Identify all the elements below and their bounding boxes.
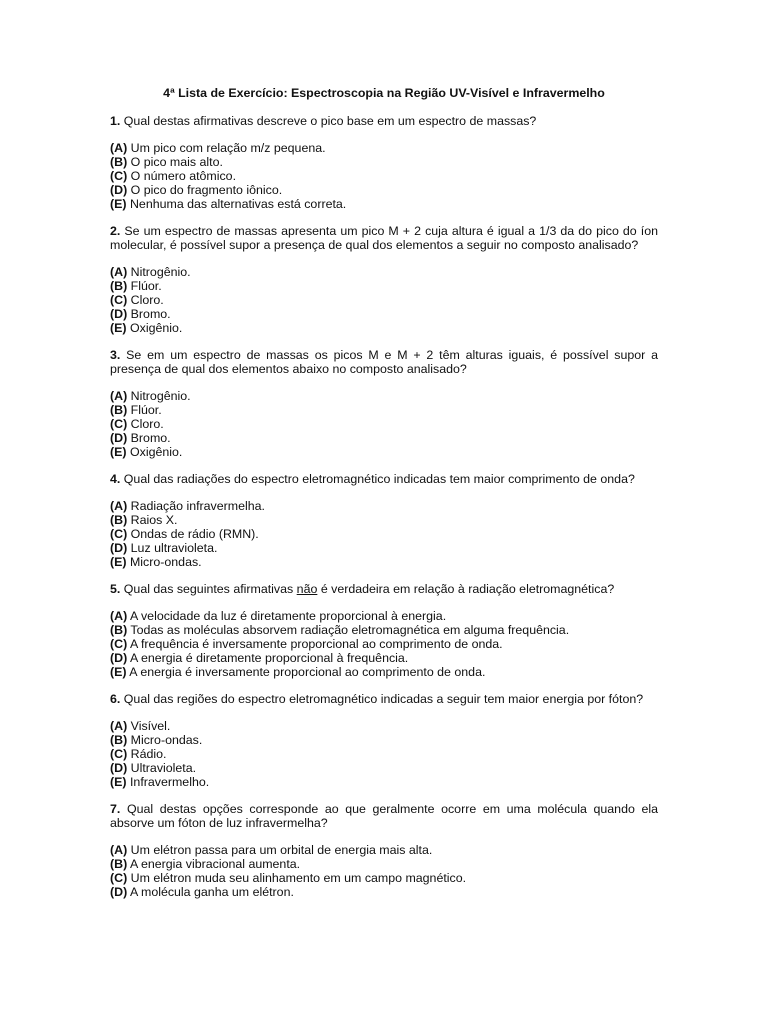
option-text: Oxigênio. [129, 321, 183, 335]
option-letter: (B) [110, 733, 128, 747]
option-text: Nitrogênio. [130, 265, 191, 279]
option-c [110, 293, 658, 307]
option-c [110, 747, 658, 761]
option-e [110, 555, 658, 569]
option-a [110, 389, 658, 403]
option-letter: (B) [110, 857, 128, 871]
option-letter: (C) [110, 293, 128, 307]
option-a [110, 719, 658, 733]
option-letter: (A) [110, 843, 128, 857]
option-c [110, 169, 658, 183]
option-b [110, 733, 658, 747]
option-letter: (C) [110, 747, 128, 761]
question-statement: Qual das regiões do espectro eletromagnético indicadas a seguir tem maior energia por fóton? [123, 692, 644, 706]
option-letter: (D) [110, 307, 128, 321]
question-number: 4. [110, 472, 121, 486]
question-1 [110, 114, 658, 211]
option-letter: (E) [110, 321, 127, 335]
option-text: Rádio. [130, 747, 167, 761]
question-2 [110, 224, 658, 335]
option-text: Raios X. [130, 513, 178, 527]
option-letter: (C) [110, 637, 128, 651]
options-list [110, 609, 658, 679]
options-list [110, 719, 658, 789]
option-b [110, 857, 658, 871]
question-4 [110, 472, 658, 569]
option-b [110, 513, 658, 527]
option-letter: (D) [110, 651, 128, 665]
option-letter: (D) [110, 541, 128, 555]
option-e [110, 665, 658, 679]
option-text: Ondas de rádio (RMN). [130, 527, 259, 541]
option-d [110, 885, 658, 899]
option-letter: (B) [110, 155, 128, 169]
option-c [110, 527, 658, 541]
question-text [110, 582, 658, 596]
option-letter: (A) [110, 719, 128, 733]
option-text: Flúor. [130, 403, 162, 417]
option-text: Luz ultravioleta. [130, 541, 218, 555]
option-text: A velocidade da luz é diretamente proporcional à energia. [129, 609, 447, 623]
question-number: 6. [110, 692, 121, 706]
option-letter: (E) [110, 665, 127, 679]
question-3 [110, 348, 658, 459]
options-list [110, 389, 658, 459]
option-text: Micro-ondas. [130, 733, 203, 747]
option-b [110, 279, 658, 293]
question-number: 7. [110, 802, 121, 816]
option-c [110, 637, 658, 651]
option-e [110, 197, 658, 211]
option-letter: (D) [110, 885, 128, 899]
option-letter: (C) [110, 169, 128, 183]
option-text: Oxigênio. [129, 445, 183, 459]
option-text: Infravermelho. [129, 775, 210, 789]
question-number: 3. [110, 348, 121, 362]
option-text: Radiação infravermelha. [130, 499, 265, 513]
option-a [110, 609, 658, 623]
option-text: Bromo. [130, 431, 171, 445]
option-d [110, 431, 658, 445]
option-letter: (C) [110, 417, 128, 431]
option-text: Flúor. [130, 279, 162, 293]
option-text: A energia é diretamente proporcional à frequência. [129, 651, 409, 665]
option-text: Ultravioleta. [130, 761, 197, 775]
question-text [110, 224, 658, 252]
option-letter: (B) [110, 513, 128, 527]
option-a [110, 499, 658, 513]
option-letter: (A) [110, 499, 128, 513]
question-number: 2. [110, 224, 121, 238]
option-e [110, 445, 658, 459]
question-text [110, 472, 658, 486]
question-text [110, 114, 658, 128]
option-text: A energia vibracional aumenta. [129, 857, 301, 871]
option-letter: (E) [110, 197, 127, 211]
option-letter: (D) [110, 431, 128, 445]
option-letter: (A) [110, 141, 128, 155]
option-b [110, 623, 658, 637]
question-text [110, 692, 658, 706]
question-statement-end: é verdadeira em relação à radiação eletromagnética? [320, 582, 615, 596]
option-text: Cloro. [130, 293, 164, 307]
option-b [110, 403, 658, 417]
option-text: O pico do fragmento iônico. [130, 183, 283, 197]
option-e [110, 775, 658, 789]
option-letter: (A) [110, 609, 128, 623]
question-statement: Se um espectro de massas apresenta um pico M + 2 cuja altura é igual a 1/3 da do pico do íon molecular, é possível supor a presença de qual dos elementos a seguir no composto analisado? [110, 224, 658, 252]
option-letter: (D) [110, 761, 128, 775]
option-text: Nenhuma das alternativas está correta. [129, 197, 347, 211]
question-6 [110, 692, 658, 789]
question-text [110, 348, 658, 376]
underlined-word: não [296, 582, 318, 596]
option-text: A molécula ganha um elétron. [129, 885, 294, 899]
option-d [110, 183, 658, 197]
option-d [110, 761, 658, 775]
option-letter: (D) [110, 183, 128, 197]
option-text: Visível. [130, 719, 171, 733]
option-d [110, 307, 658, 321]
option-letter: (B) [110, 403, 128, 417]
option-text: Um pico com relação m/z pequena. [130, 141, 326, 155]
question-7 [110, 802, 658, 899]
option-text: A frequência é inversamente proporcional ao comprimento de onda. [129, 637, 503, 651]
option-b [110, 155, 658, 169]
options-list [110, 499, 658, 569]
option-a [110, 141, 658, 155]
question-statement: Se em um espectro de massas os picos M e M + 2 têm alturas iguais, é possível supor a presença de qual dos elementos abaixo no composto analisado? [110, 348, 658, 376]
option-letter: (E) [110, 775, 127, 789]
question-statement: Qual das radiações do espectro eletromagnético indicadas tem maior comprimento de onda? [123, 472, 635, 486]
option-text: Nitrogênio. [130, 389, 191, 403]
document-page [110, 86, 658, 912]
option-letter: (B) [110, 279, 128, 293]
option-e [110, 321, 658, 335]
option-d [110, 541, 658, 555]
option-text: Cloro. [130, 417, 164, 431]
question-5 [110, 582, 658, 679]
option-text: Um elétron passa para um orbital de energia mais alta. [130, 843, 433, 857]
question-number: 1. [110, 114, 121, 128]
option-a [110, 843, 658, 857]
option-letter: (E) [110, 555, 127, 569]
option-letter: (B) [110, 623, 128, 637]
options-list [110, 843, 658, 899]
option-a [110, 265, 658, 279]
option-letter: (A) [110, 389, 128, 403]
option-letter: (C) [110, 871, 128, 885]
question-statement-start: Qual das seguintes afirmativas [123, 582, 294, 596]
option-text: Micro-ondas. [129, 555, 202, 569]
option-letter: (E) [110, 445, 127, 459]
option-c [110, 871, 658, 885]
option-c [110, 417, 658, 431]
question-number: 5. [110, 582, 121, 596]
option-text: O número atômico. [130, 169, 237, 183]
question-statement: Qual destas afirmativas descreve o pico base em um espectro de massas? [123, 114, 537, 128]
option-text: Todas as moléculas absorvem radiação eletromagnética em alguma frequência. [130, 623, 570, 637]
option-text: A energia é inversamente proporcional ao comprimento de onda. [129, 665, 486, 679]
options-list [110, 265, 658, 335]
options-list [110, 141, 658, 211]
option-text: Bromo. [130, 307, 171, 321]
question-text [110, 802, 658, 830]
option-text: Um elétron muda seu alinhamento em um campo magnético. [130, 871, 467, 885]
document-title: 4ª Lista de Exercício: Espectroscopia na Região UV-Visível e Infravermelho [163, 86, 605, 100]
option-letter: (C) [110, 527, 128, 541]
option-letter: (A) [110, 265, 128, 279]
question-statement: Qual destas opções corresponde ao que geralmente ocorre em uma molécula quando ela absorve um fóton de luz infravermelha? [110, 802, 658, 830]
option-d [110, 651, 658, 665]
option-text: O pico mais alto. [130, 155, 223, 169]
